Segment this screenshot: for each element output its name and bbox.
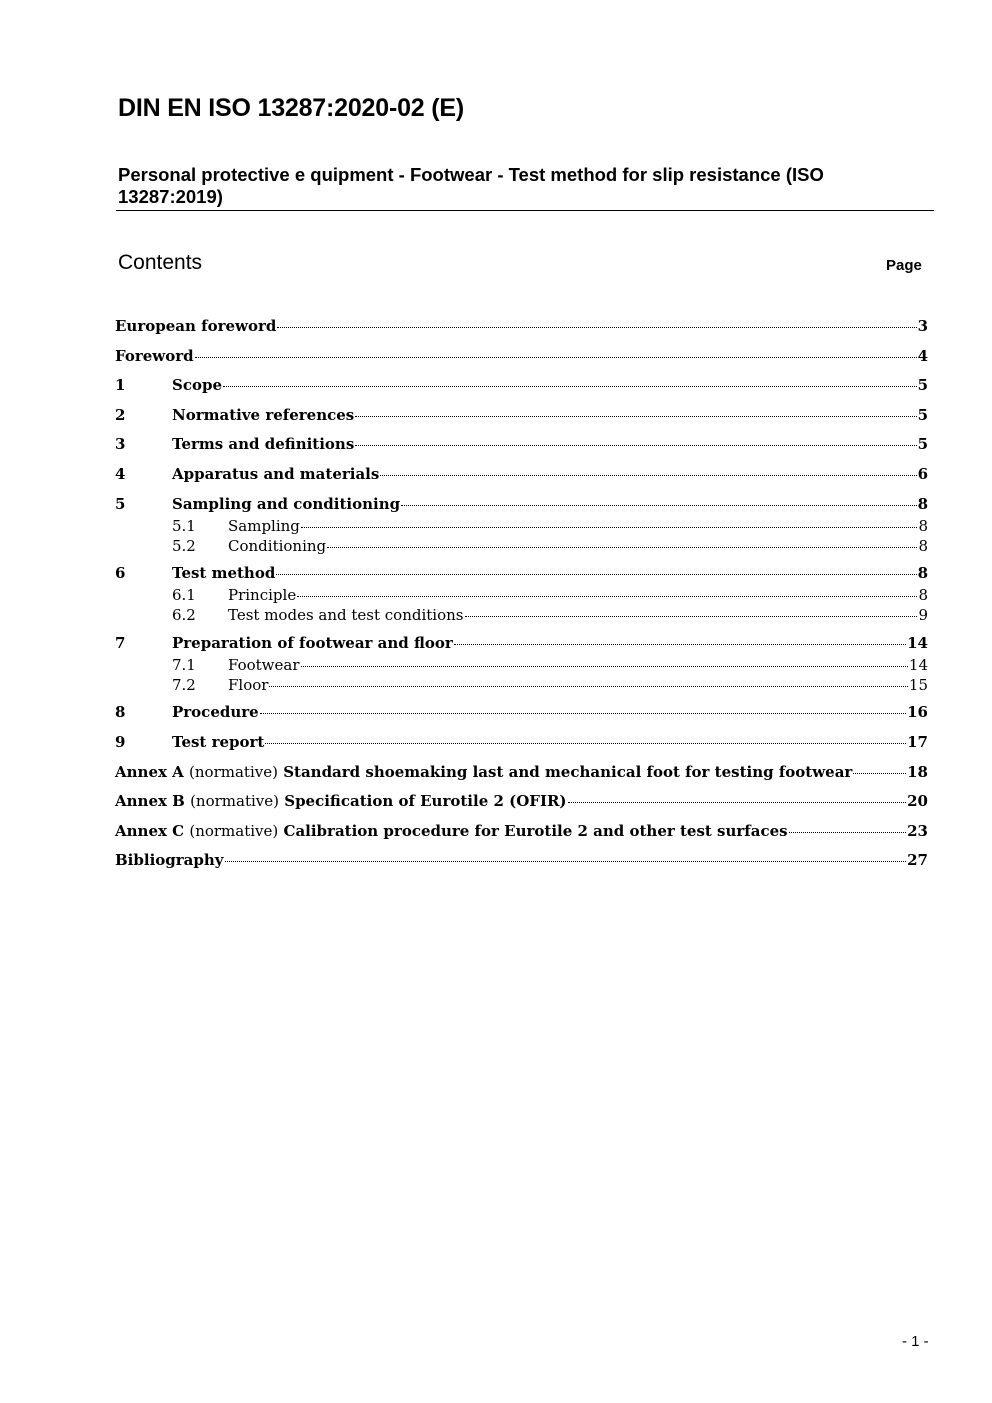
table-of-contents [115, 317, 928, 873]
toc-entry-number: 5 [115, 494, 126, 513]
toc-entry-title: European foreword [115, 317, 277, 335]
annex-title: Calibration procedure for Eurotile 2 and other test surfaces [283, 821, 788, 840]
toc-entry-terms-definitions[interactable] [115, 435, 928, 457]
annex-label: Annex A [115, 762, 184, 781]
toc-entry-page: 14 [908, 655, 928, 674]
toc-leader-dots [297, 596, 917, 597]
toc-entry-number: 5.1 [172, 516, 196, 535]
annex-title: Standard shoemaking last and mechanical foot for testing footwear [283, 762, 853, 781]
toc-leader-dots [568, 802, 907, 803]
annex-label: Annex B [115, 792, 185, 811]
toc-leader-dots [380, 475, 916, 476]
toc-entry-annex-b[interactable] [115, 792, 928, 814]
toc-entry-page: 6 [917, 464, 928, 483]
toc-leader-dots [276, 574, 916, 575]
toc-entry-scope[interactable] [115, 376, 928, 398]
toc-entry-test-modes[interactable] [115, 606, 928, 626]
toc-entry-title: Bibliography [115, 851, 224, 870]
toc-entry-number: 2 [115, 405, 126, 424]
toc-entry-floor[interactable] [115, 676, 928, 696]
toc-entry-test-method[interactable] [115, 564, 928, 586]
toc-entry-number: 6.2 [172, 606, 196, 625]
toc-entry-title: Sampling [228, 516, 300, 535]
toc-entry-page: 3 [917, 317, 928, 335]
contents-heading: Contents [118, 251, 203, 274]
toc-entry-page: 8 [918, 516, 928, 535]
title-rule [116, 210, 934, 211]
toc-entry-page: 20 [907, 792, 928, 811]
toc-entry-title: Principle [228, 586, 297, 605]
toc-entry-page: 5 [917, 405, 928, 424]
toc-leader-dots [465, 616, 918, 617]
toc-leader-dots [355, 416, 916, 417]
toc-entry-title: Footwear [228, 655, 300, 674]
toc-entry-number: 7 [115, 633, 126, 652]
toc-entry-page: 8 [917, 564, 928, 583]
toc-entry-number: 6 [115, 564, 126, 583]
toc-leader-dots [223, 386, 917, 387]
toc-entry-page: 16 [907, 703, 928, 722]
toc-leader-dots [789, 832, 907, 833]
toc-entry-annex-c[interactable] [115, 822, 928, 844]
page-title: DIN EN ISO 13287:2020-02 (E) [118, 94, 464, 122]
toc-entry-page: 8 [918, 586, 928, 605]
toc-entry-procedure[interactable] [115, 703, 928, 725]
toc-leader-dots [277, 327, 916, 328]
toc-entry-title [115, 792, 567, 810]
toc-entry-page: 18 [907, 762, 928, 781]
toc-leader-dots [260, 713, 906, 714]
toc-entry-page: 8 [917, 494, 928, 513]
toc-leader-dots [401, 505, 916, 506]
toc-entry-foreword[interactable] [115, 347, 928, 369]
toc-leader-dots [195, 357, 917, 358]
toc-entry-page: 4 [917, 346, 928, 365]
toc-entry-page: 27 [907, 851, 928, 870]
toc-leader-dots [327, 547, 917, 548]
toc-leader-dots [265, 743, 906, 744]
toc-entry-number: 8 [115, 703, 126, 722]
toc-entry-number: 1 [115, 376, 126, 395]
toc-entry-title: Test report [172, 732, 265, 751]
toc-entry-page: 8 [918, 536, 928, 555]
annex-qualifier: (normative) [190, 792, 279, 811]
toc-entry-number: 7.1 [172, 655, 196, 674]
toc-entry-title: Sampling and conditioning [172, 494, 401, 513]
toc-leader-dots [853, 773, 906, 774]
toc-entry-page: 23 [907, 821, 928, 840]
toc-leader-dots [301, 527, 918, 528]
toc-entry-title: Foreword [115, 346, 194, 365]
toc-leader-dots [225, 861, 907, 862]
toc-entry-conditioning[interactable] [115, 537, 928, 557]
toc-entry-page: 17 [907, 732, 928, 751]
toc-entry-bibliography[interactable] [115, 851, 928, 873]
toc-leader-dots [454, 644, 906, 645]
toc-entry-title: Conditioning [228, 536, 327, 555]
toc-entry-principle[interactable] [115, 586, 928, 606]
document-subtitle: Personal protective e quipment - Footwear - Test method for slip resistance (ISO 13287:2019) [118, 164, 824, 207]
toc-entry-title [115, 822, 788, 840]
toc-entry-page: 5 [917, 376, 928, 395]
toc-entry-number: 4 [115, 464, 126, 483]
toc-entry-number: 5.2 [172, 536, 196, 555]
annex-qualifier: (normative) [189, 762, 278, 781]
toc-entry-test-report[interactable] [115, 733, 928, 755]
toc-entry-preparation[interactable] [115, 634, 928, 656]
toc-entry-number: 7.2 [172, 675, 196, 694]
toc-entry-title: Preparation of footwear and floor [172, 633, 453, 652]
toc-entry-title: Normative references [172, 405, 355, 424]
toc-entry-title [115, 763, 852, 781]
toc-entry-title: Apparatus and materials [172, 464, 380, 483]
toc-entry-sampling[interactable] [115, 517, 928, 537]
toc-entry-footwear[interactable] [115, 656, 928, 676]
toc-entry-page: 5 [917, 435, 928, 454]
annex-qualifier: (normative) [189, 821, 279, 840]
toc-entry-title: Procedure [172, 703, 259, 722]
annex-title: Specification of Eurotile 2 (OFIR) [284, 792, 567, 811]
toc-entry-title: Test modes and test conditions [228, 606, 464, 625]
toc-entry-number: 3 [115, 435, 126, 454]
toc-leader-dots [355, 445, 916, 446]
toc-entry-page: 14 [907, 633, 928, 652]
toc-entry-annex-a[interactable] [115, 763, 928, 785]
toc-leader-dots [269, 686, 907, 687]
toc-leader-dots [301, 666, 908, 667]
toc-entry-sampling-conditioning[interactable] [115, 495, 928, 517]
toc-entry-page: 15 [908, 675, 928, 694]
page-column-label: Page [886, 257, 922, 274]
toc-entry-apparatus-materials[interactable] [115, 465, 928, 487]
toc-entry-title: Test method [172, 564, 276, 583]
toc-entry-title: Scope [172, 376, 223, 395]
page-number: - 1 - [902, 1333, 929, 1350]
toc-entry-title: Floor [228, 675, 269, 694]
annex-label: Annex C [115, 821, 185, 840]
toc-entry-normative-references[interactable] [115, 406, 928, 428]
toc-entry-title: Terms and definitions [172, 435, 355, 454]
toc-entry-number: 6.1 [172, 586, 196, 605]
toc-entry-number: 9 [115, 732, 126, 751]
toc-entry-european-foreword[interactable] [115, 317, 928, 339]
toc-entry-page: 9 [918, 606, 928, 625]
